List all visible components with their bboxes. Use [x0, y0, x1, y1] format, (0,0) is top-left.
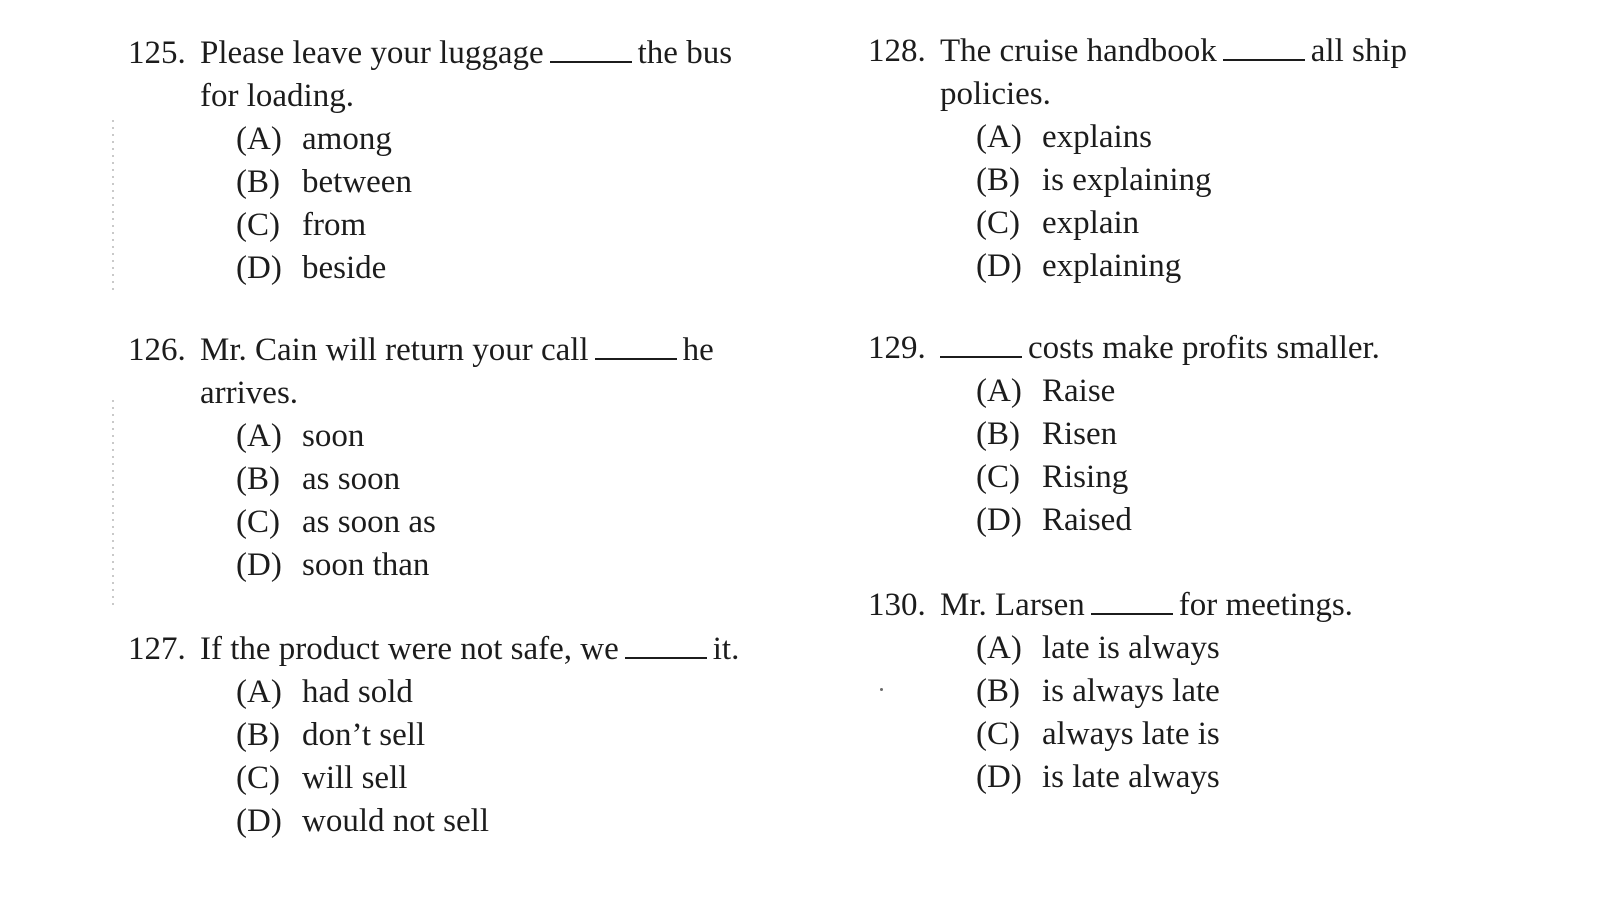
- option-b: [976, 159, 1568, 202]
- option-d: [236, 247, 808, 290]
- option-text: Rising: [1042, 459, 1129, 495]
- answer-options: [128, 415, 808, 587]
- answer-blank: [550, 33, 632, 63]
- answer-blank: [940, 328, 1022, 358]
- question-text-before-blank: If the product were not safe, we: [200, 631, 619, 667]
- option-letter: (C): [236, 760, 280, 796]
- option-letter: (D): [976, 759, 1022, 795]
- question-text-after-blank: it.: [712, 631, 740, 667]
- option-letter: (D): [976, 502, 1022, 538]
- question-stem: [128, 32, 808, 75]
- option-letter: (B): [976, 673, 1020, 709]
- option-text: soon than: [302, 547, 430, 583]
- option-text: is always late: [1042, 673, 1220, 709]
- option-c: [236, 757, 808, 800]
- option-letter: (B): [236, 717, 280, 753]
- question-text-before-blank: Mr. Cain will return your call: [200, 332, 589, 368]
- question-stem: [128, 329, 808, 372]
- answer-options: [868, 370, 1568, 542]
- option-letter: (D): [976, 248, 1022, 284]
- option-text: would not sell: [302, 803, 489, 839]
- option-b: [236, 458, 808, 501]
- option-text: between: [302, 164, 412, 200]
- option-text: beside: [302, 250, 387, 286]
- option-letter: (B): [976, 162, 1020, 198]
- option-text: explaining: [1042, 248, 1182, 284]
- question-number: 127.: [128, 631, 186, 667]
- option-text: as soon: [302, 461, 401, 497]
- option-text: explain: [1042, 205, 1140, 241]
- answer-blank: [595, 330, 677, 360]
- option-letter: (B): [976, 416, 1020, 452]
- scan-artifact-mark: [112, 400, 114, 610]
- option-d: [976, 245, 1568, 288]
- option-a: [236, 415, 808, 458]
- option-letter: (B): [236, 461, 280, 497]
- option-letter: (D): [236, 803, 282, 839]
- option-text: from: [302, 207, 367, 243]
- question-number: 125.: [128, 35, 186, 71]
- option-c: [236, 501, 808, 544]
- question-text-after-blank: all ship: [1310, 33, 1407, 69]
- question-125: [128, 32, 808, 290]
- option-text: soon: [302, 418, 365, 454]
- question-text-after-blank: the bus: [637, 35, 733, 71]
- question-text-continuation: policies.: [940, 76, 1051, 112]
- answer-blank: [1223, 31, 1305, 61]
- option-text: explains: [1042, 119, 1152, 155]
- option-text: don’t sell: [302, 717, 426, 753]
- option-a: [976, 116, 1568, 159]
- question-text-after-blank: costs make profits smaller.: [1028, 330, 1380, 366]
- option-letter: (B): [236, 164, 280, 200]
- option-a: [976, 627, 1568, 670]
- option-text: among: [302, 121, 392, 157]
- answer-options: [868, 116, 1568, 288]
- question-text-before-blank: The cruise handbook: [940, 33, 1217, 69]
- question-128: [868, 30, 1568, 288]
- option-d: [236, 800, 808, 843]
- option-d: [976, 499, 1568, 542]
- option-letter: (C): [976, 205, 1020, 241]
- left-question-column: [128, 32, 808, 843]
- answer-options: [128, 118, 808, 290]
- option-c: [976, 202, 1568, 245]
- option-letter: (A): [976, 373, 1022, 409]
- question-129: [868, 327, 1568, 542]
- question-number: 129.: [868, 330, 926, 366]
- option-text: Raised: [1042, 502, 1132, 538]
- question-number: 126.: [128, 332, 186, 368]
- question-130: [868, 584, 1568, 799]
- question-text-after-blank: for meetings.: [1178, 587, 1353, 623]
- answer-options: [868, 627, 1568, 799]
- right-question-column: [868, 30, 1568, 799]
- option-a: [236, 671, 808, 714]
- option-text: will sell: [302, 760, 408, 796]
- option-b: [236, 161, 808, 204]
- option-a: [976, 370, 1568, 413]
- question-text-before-blank: Please leave your luggage: [200, 35, 544, 71]
- option-c: [976, 456, 1568, 499]
- option-letter: (D): [236, 250, 282, 286]
- option-text: Risen: [1042, 416, 1118, 452]
- option-letter: (A): [236, 121, 282, 157]
- option-b: [236, 714, 808, 757]
- option-d: [976, 756, 1568, 799]
- answer-blank: [1091, 585, 1173, 615]
- option-text: is explaining: [1042, 162, 1212, 198]
- option-text: is late always: [1042, 759, 1220, 795]
- question-text-continuation: for loading.: [200, 78, 354, 114]
- option-letter: (A): [976, 119, 1022, 155]
- scan-artifact-mark: [112, 120, 114, 290]
- option-text: as soon as: [302, 504, 436, 540]
- option-letter: (A): [236, 418, 282, 454]
- answer-blank: [625, 629, 707, 659]
- question-text-after-blank: he: [682, 332, 714, 368]
- question-stem: [868, 584, 1568, 627]
- option-letter: (C): [976, 459, 1020, 495]
- question-text-continuation: arrives.: [200, 375, 299, 411]
- option-text: late is always: [1042, 630, 1220, 666]
- question-126: [128, 329, 808, 587]
- question-number: 128.: [868, 33, 926, 69]
- question-text-before-blank: Mr. Larsen: [940, 587, 1085, 623]
- option-letter: (C): [236, 504, 280, 540]
- option-d: [236, 544, 808, 587]
- question-stem: [128, 628, 808, 671]
- option-letter: (A): [976, 630, 1022, 666]
- question-stem: [868, 327, 1568, 370]
- option-letter: (C): [976, 716, 1020, 752]
- option-c: [976, 713, 1568, 756]
- option-b: [976, 670, 1568, 713]
- option-text: Raise: [1042, 373, 1116, 409]
- option-b: [976, 413, 1568, 456]
- option-a: [236, 118, 808, 161]
- option-text: had sold: [302, 674, 413, 710]
- option-c: [236, 204, 808, 247]
- option-text: always late is: [1042, 716, 1220, 752]
- answer-options: [128, 671, 808, 843]
- option-letter: (C): [236, 207, 280, 243]
- question-stem: [868, 30, 1568, 73]
- question-number: 130.: [868, 587, 926, 623]
- option-letter: (A): [236, 674, 282, 710]
- question-127: [128, 628, 808, 843]
- option-letter: (D): [236, 547, 282, 583]
